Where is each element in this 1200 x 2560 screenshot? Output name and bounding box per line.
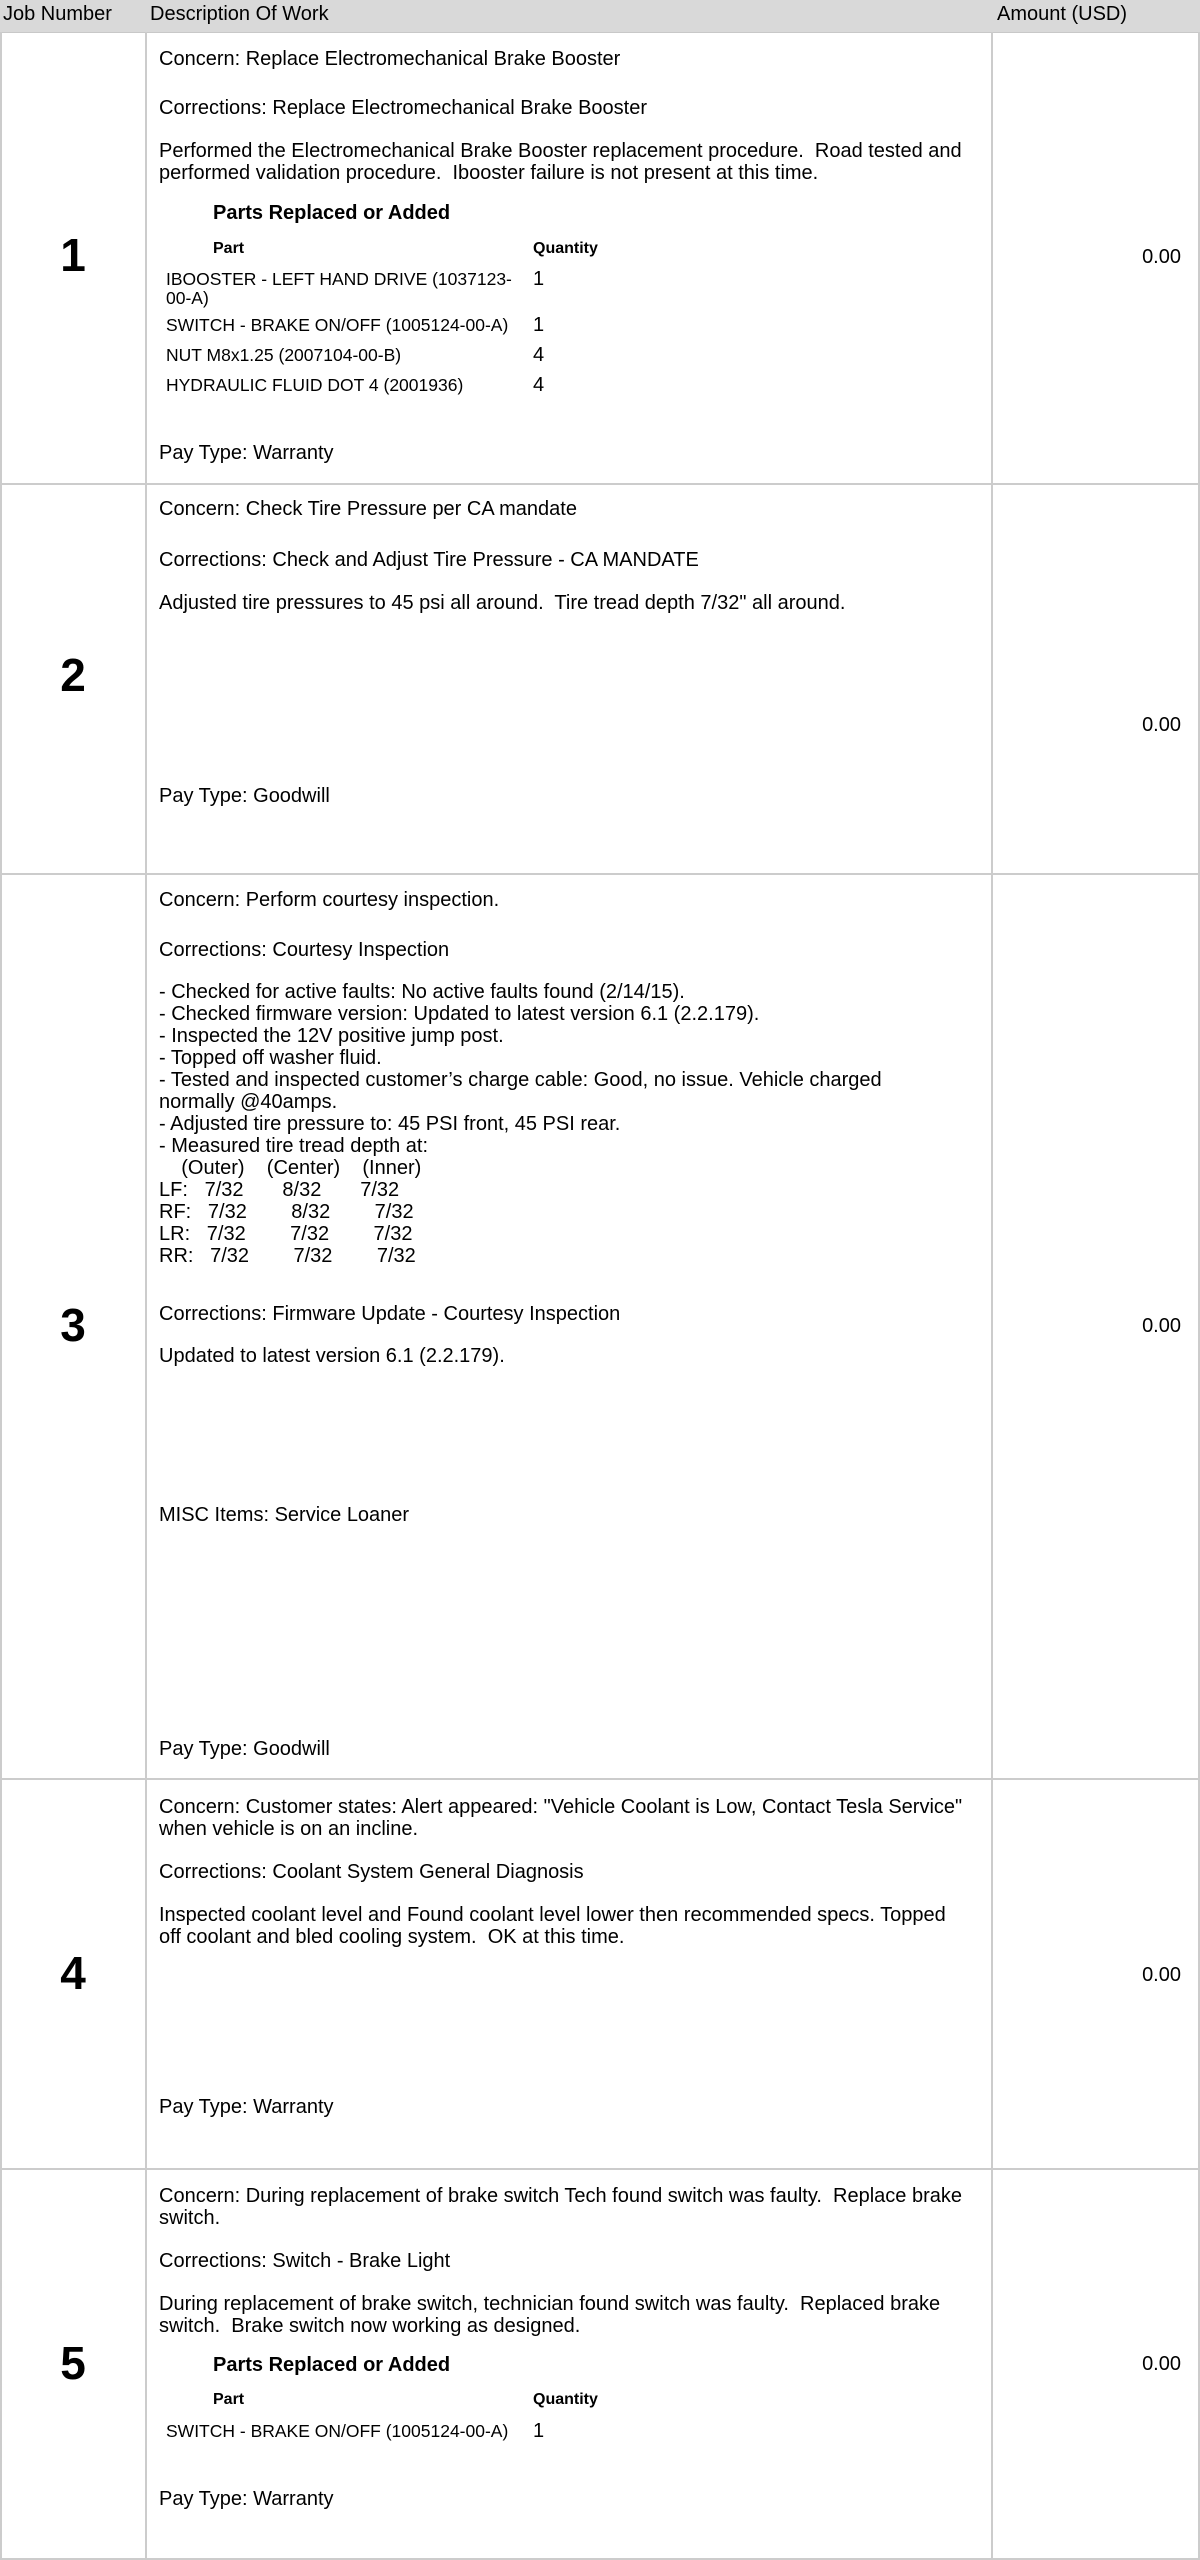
corrections-text: Corrections: Coolant System General Diagnosis <box>159 1861 584 1883</box>
part-name: SWITCH - BRAKE ON/OFF (1005124-00-A) <box>166 2421 509 2441</box>
concern-text: Concern: During replacement of brake switch Tech found switch was faulty. Replace brake <box>159 2185 962 2207</box>
pay-type: Pay Type: Warranty <box>159 2096 334 2118</box>
job-amount: 0.00 <box>1142 246 1181 268</box>
description-header: Description Of Work <box>150 3 329 25</box>
corrections-text: Corrections: Switch - Brake Light <box>159 2250 451 2272</box>
row-divider <box>0 2168 1200 2170</box>
work-notes: normally @40amps. <box>159 1091 338 1113</box>
pay-type: Pay Type: Goodwill <box>159 785 330 807</box>
concern-text: Concern: Customer states: Alert appeared: "Vehicle Coolant is Low, Contact Tesla Service" <box>159 1796 963 1818</box>
part-name: SWITCH - BRAKE ON/OFF (1005124-00-A) <box>166 315 509 335</box>
work-notes: Adjusted tire pressures to 45 psi all around. Tire tread depth 7/32" all around. <box>159 592 846 614</box>
work-notes: - Topped off washer fluid. <box>159 1047 382 1069</box>
part-name: HYDRAULIC FLUID DOT 4 (2001936) <box>166 375 464 395</box>
job-number: 5 <box>60 2337 86 2389</box>
misc-items: MISC Items: Service Loaner <box>159 1504 410 1526</box>
work-notes: Inspected coolant level and Found coolant level lower then recommended specs. Topped <box>159 1904 946 1926</box>
pay-type: Pay Type: Warranty <box>159 442 334 464</box>
job-number-header: Job Number <box>3 3 112 25</box>
work-notes: Updated to latest version 6.1 (2.2.179). <box>159 1345 505 1367</box>
quantity-column-header: Quantity <box>533 2391 598 2408</box>
part-column-header: Part <box>213 240 245 257</box>
work-notes: - Adjusted tire pressure to: 45 PSI front, 45 PSI rear. <box>159 1113 621 1135</box>
corrections-text: Corrections: Courtesy Inspection <box>159 939 450 961</box>
row-divider <box>0 483 1200 485</box>
job-amount: 0.00 <box>1142 714 1181 736</box>
work-notes: During replacement of brake switch, technician found switch was faulty. Replaced brake <box>159 2293 941 2315</box>
grid-line <box>145 32 147 2560</box>
part-name: IBOOSTER - LEFT HAND DRIVE (1037123- 00-A) <box>166 269 512 308</box>
work-notes: switch. Brake switch now working as designed. <box>159 2315 581 2337</box>
pay-type: Pay Type: Goodwill <box>159 1738 330 1760</box>
work-notes: - Tested and inspected customer’s charge cable: Good, no issue. Vehicle charged <box>159 1069 882 1091</box>
part-name: NUT M8x1.25 (2007104-00-B) <box>166 345 402 365</box>
concern-text: switch. <box>159 2207 221 2229</box>
part-quantity: 1 <box>533 314 545 336</box>
row-divider <box>0 873 1200 875</box>
work-notes: performed validation procedure. Ibooster failure is not present at this time. <box>159 162 819 184</box>
amount-header: Amount (USD) <box>997 3 1128 25</box>
concern-text: Concern: Check Tire Pressure per CA mandate <box>159 498 577 520</box>
tread-depth-row: RR: 7/32 7/32 7/32 <box>159 1245 416 1267</box>
part-column-header: Part <box>213 2391 245 2408</box>
corrections-text: Corrections: Replace Electromechanical Brake Booster <box>159 97 647 119</box>
job-number: 3 <box>60 1299 86 1351</box>
concern-text: Concern: Replace Electromechanical Brake Booster <box>159 48 621 70</box>
parts-heading: Parts Replaced or Added <box>213 202 451 224</box>
work-notes: - Measured tire tread depth at: <box>159 1135 429 1157</box>
parts-heading: Parts Replaced or Added <box>213 2354 451 2376</box>
concern-text: Concern: Perform courtesy inspection. <box>159 889 500 911</box>
grid-line <box>0 32 2 2560</box>
pay-type: Pay Type: Warranty <box>159 2488 334 2510</box>
work-notes: Performed the Electromechanical Brake Booster replacement procedure. Road tested and <box>159 140 962 162</box>
work-notes: - Checked for active faults: No active faults found (2/14/15). <box>159 981 685 1003</box>
job-amount: 0.00 <box>1142 1964 1181 1986</box>
tread-depth-row: RF: 7/32 8/32 7/32 <box>159 1201 414 1223</box>
tread-depth-row: LR: 7/32 7/32 7/32 <box>159 1223 413 1245</box>
part-quantity: 4 <box>533 344 545 366</box>
row-divider <box>0 1778 1200 1780</box>
job-number: 1 <box>60 229 86 281</box>
work-notes: - Inspected the 12V positive jump post. <box>159 1025 504 1047</box>
part-quantity: 1 <box>533 268 545 290</box>
job-number: 2 <box>60 649 86 701</box>
concern-text: when vehicle is on an incline. <box>159 1818 419 1840</box>
grid-line <box>991 32 993 2560</box>
quantity-column-header: Quantity <box>533 240 598 257</box>
part-quantity: 4 <box>533 374 545 396</box>
tread-depth-header: (Outer) (Center) (Inner) <box>159 1157 422 1179</box>
job-number: 4 <box>60 1947 86 1999</box>
work-notes: off coolant and bled cooling system. OK at this time. <box>159 1926 625 1948</box>
corrections-text: Corrections: Check and Adjust Tire Pressure - CA MANDATE <box>159 549 699 571</box>
tread-depth-row: LF: 7/32 8/32 7/32 <box>159 1179 400 1201</box>
job-amount: 0.00 <box>1142 2353 1181 2375</box>
job-amount: 0.00 <box>1142 1315 1181 1337</box>
corrections-text: Corrections: Firmware Update - Courtesy Inspection <box>159 1303 621 1325</box>
work-notes: - Checked firmware version: Updated to latest version 6.1 (2.2.179). <box>159 1003 760 1025</box>
part-quantity: 1 <box>533 2420 545 2442</box>
table-header <box>0 0 1200 33</box>
